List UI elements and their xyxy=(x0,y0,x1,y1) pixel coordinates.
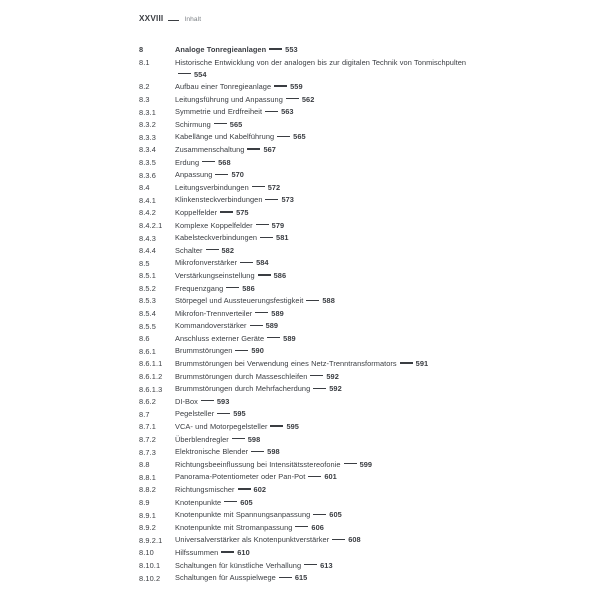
toc-entry-title xyxy=(175,396,469,408)
toc-leader-dash xyxy=(235,350,248,351)
toc-entry-title xyxy=(175,232,469,244)
toc-entry-page-number: 606 xyxy=(311,522,324,532)
toc-entry-title-text: Mikrofonverstärker xyxy=(175,258,238,268)
toc-entry[interactable] xyxy=(139,106,469,119)
toc-entry-title xyxy=(175,471,469,483)
toc-entry[interactable] xyxy=(139,522,469,535)
toc-entry[interactable] xyxy=(139,220,469,233)
toc-entry-title-text: Hilfssummen xyxy=(175,547,219,557)
toc-entry-title-text: Störpegel und Aussteuerungsfestigkeit xyxy=(175,296,304,306)
toc-entry[interactable] xyxy=(139,320,469,333)
toc-entry-title xyxy=(175,345,469,357)
toc-leader-dash xyxy=(226,287,239,288)
toc-entry-title-text: Kabellänge und Kabelführung xyxy=(175,132,275,142)
toc-entry-number: 8.6.1 xyxy=(139,346,156,356)
table-of-contents xyxy=(139,44,469,585)
toc-entry[interactable] xyxy=(139,459,469,472)
toc-entry-page-number: 598 xyxy=(247,434,261,444)
toc-entry-title xyxy=(175,320,469,332)
toc-entry-title-text: Zusammenschaltung xyxy=(175,144,245,154)
toc-entry-title-text: Komplexe Koppelfelder xyxy=(175,220,253,230)
toc-entry[interactable] xyxy=(139,396,469,409)
toc-entry-title xyxy=(175,308,469,320)
toc-entry-page-number: 586 xyxy=(242,283,255,293)
toc-entry-title-text: Schalter xyxy=(175,245,203,255)
toc-entry[interactable] xyxy=(139,207,469,220)
toc-entry-page-number: 570 xyxy=(231,170,244,180)
toc-entry-number: 8.7.1 xyxy=(139,422,156,432)
toc-entry-number: 8.10.1 xyxy=(139,560,161,570)
toc-entry-page-number: 568 xyxy=(218,157,231,167)
toc-entry-page-number: 563 xyxy=(281,107,294,117)
toc-leader-dash xyxy=(286,98,299,99)
toc-entry[interactable] xyxy=(139,94,469,107)
toc-entry[interactable] xyxy=(139,182,469,195)
toc-entry[interactable] xyxy=(139,245,469,258)
toc-entry[interactable] xyxy=(139,119,469,132)
toc-entry-title xyxy=(175,245,469,257)
toc-entry-page-number: 573 xyxy=(281,195,294,205)
toc-entry[interactable] xyxy=(139,497,469,510)
toc-entry[interactable] xyxy=(139,81,469,94)
toc-entry-title-text: Erdung xyxy=(175,157,200,167)
toc-entry-page-number: 599 xyxy=(359,459,373,469)
toc-entry[interactable] xyxy=(139,57,469,81)
toc-entry-title xyxy=(175,421,469,433)
toc-entry-number: 8.8 xyxy=(139,460,150,470)
toc-entry[interactable] xyxy=(139,534,469,547)
toc-leader-dash xyxy=(221,551,234,552)
toc-entry-title xyxy=(175,157,469,169)
toc-leader-dash xyxy=(295,526,308,527)
toc-entry[interactable] xyxy=(139,434,469,447)
toc-leader-dash xyxy=(201,400,214,401)
toc-entry-number: 8.3 xyxy=(139,94,150,104)
toc-entry-number: 8.7.2 xyxy=(139,435,156,445)
toc-entry-title xyxy=(175,383,469,395)
running-head-label: Inhalt xyxy=(184,16,202,23)
toc-leader-dash xyxy=(304,564,317,565)
toc-leader-dash xyxy=(270,425,283,426)
toc-entry-page-number: 582 xyxy=(221,245,234,255)
toc-leader-dash xyxy=(238,488,251,489)
toc-entry-number: 8.6.2 xyxy=(139,397,156,407)
toc-entry-title xyxy=(175,131,469,143)
toc-entry-title-text: Richtungsbeeinflussung bei Intensitätsstereofonie xyxy=(175,459,341,469)
toc-entry-page-number: 593 xyxy=(216,396,230,406)
toc-leader-dash xyxy=(240,262,253,263)
toc-entry-number: 8.4.1 xyxy=(139,195,156,205)
toc-entry-number: 8 xyxy=(139,45,144,55)
toc-entry-title-text: Leitungsverbindungen xyxy=(175,182,249,192)
toc-entry-title xyxy=(175,207,469,219)
toc-entry[interactable] xyxy=(139,283,469,296)
toc-entry-number: 8.7.3 xyxy=(139,447,156,457)
toc-entry-title-text: Panorama-Potentiometer oder Pan-Pot xyxy=(175,472,306,482)
toc-entry[interactable] xyxy=(139,44,469,57)
toc-leader-dash xyxy=(310,375,323,376)
toc-leader-dash xyxy=(265,111,278,112)
toc-entry[interactable] xyxy=(139,547,469,560)
toc-entry-title-text: Brummstörungen bei Verwendung eines Netz-Trenntransformators xyxy=(175,359,397,369)
toc-entry-page-number: 598 xyxy=(267,447,280,457)
toc-entry[interactable] xyxy=(139,257,469,270)
toc-leader-dash xyxy=(255,312,268,313)
toc-entry-title xyxy=(175,57,469,81)
toc-leader-dash xyxy=(265,199,278,200)
toc-entry-number: 8.9.1 xyxy=(139,510,156,520)
toc-entry-page-number: 581 xyxy=(276,233,289,243)
toc-leader-dash xyxy=(344,463,357,464)
toc-entry-number: 8.4.2 xyxy=(139,208,156,218)
toc-leader-dash xyxy=(206,249,219,250)
toc-leader-dash xyxy=(332,539,345,540)
toc-entry-number: 8.5.3 xyxy=(139,296,156,306)
toc-entry-number: 8.10.2 xyxy=(139,573,161,583)
toc-entry-page-number: 589 xyxy=(265,321,279,331)
toc-leader-dash xyxy=(217,413,230,414)
toc-leader-dash xyxy=(258,274,271,275)
toc-leader-dash xyxy=(306,300,319,301)
toc-entry-page-number: 601 xyxy=(324,472,337,482)
toc-entry-title-text: Pegelsteller xyxy=(175,409,215,419)
toc-entry-page-number: 605 xyxy=(329,510,342,520)
toc-entry-number: 8.8.2 xyxy=(139,485,156,495)
toc-leader-dash xyxy=(224,501,237,502)
toc-entry-title-text: Anpassung xyxy=(175,170,213,180)
toc-entry[interactable] xyxy=(139,421,469,434)
toc-entry-title-text: Universalverstärker als Knotenpunktverstärker xyxy=(175,535,330,545)
toc-entry-title xyxy=(175,408,469,420)
toc-entry[interactable] xyxy=(139,157,469,170)
toc-entry-page-number: 575 xyxy=(236,207,249,217)
toc-entry-title-text: Knotenpunkte xyxy=(175,497,222,507)
toc-entry-page-number: 613 xyxy=(320,560,333,570)
toc-leader-dash xyxy=(269,48,282,50)
toc-entry[interactable] xyxy=(139,194,469,207)
toc-entry[interactable] xyxy=(139,333,469,346)
toc-entry-title-text: Überblendregler xyxy=(175,434,229,444)
toc-leader-dash xyxy=(247,148,260,149)
toc-entry-page-number: 559 xyxy=(290,82,303,91)
toc-entry-title-text: Brummstörungen xyxy=(175,346,233,356)
toc-leader-dash xyxy=(400,362,413,363)
toc-entry-title-text: Leitungsführung und Anpassung xyxy=(175,94,283,104)
toc-entry-title xyxy=(175,484,469,496)
toc-entry-title xyxy=(175,257,469,269)
toc-leader-dash xyxy=(250,325,263,326)
toc-leader-dash xyxy=(178,73,191,74)
toc-entry-number: 8.5 xyxy=(139,258,150,268)
toc-entry-title xyxy=(175,44,469,56)
toc-entry-title xyxy=(175,572,469,584)
toc-entry-page-number: 589 xyxy=(283,333,296,343)
toc-entry[interactable] xyxy=(139,270,469,283)
toc-entry-page-number: 553 xyxy=(285,45,298,54)
toc-entry-title xyxy=(175,283,469,295)
toc-entry-page-number: 579 xyxy=(271,220,285,230)
toc-leader-dash xyxy=(251,451,264,452)
running-head xyxy=(139,14,201,23)
toc-entry-number: 8.3.2 xyxy=(139,120,156,130)
toc-entry-title-text: Knotenpunkte mit Spannungsanpassung xyxy=(175,510,311,520)
toc-entry-number: 8.3.4 xyxy=(139,145,156,155)
toc-entry-number: 8.4.2.1 xyxy=(139,220,163,230)
toc-entry-title xyxy=(175,459,469,471)
toc-entry-title xyxy=(175,94,469,106)
toc-entry-title xyxy=(175,169,469,181)
toc-entry-number: 8.7 xyxy=(139,409,150,419)
toc-leader-dash xyxy=(313,388,326,389)
toc-entry-title xyxy=(175,106,469,118)
toc-entry-title-text: Klinkensteckverbindungen xyxy=(175,195,263,205)
toc-entry-number: 8.5.4 xyxy=(139,309,156,319)
toc-entry-title xyxy=(175,81,469,93)
toc-entry[interactable] xyxy=(139,144,469,157)
toc-entry-title-text: Brummstörungen durch Mehrfacherdung xyxy=(175,384,311,394)
toc-entry-page-number: 615 xyxy=(294,573,308,583)
toc-entry-page-number: 590 xyxy=(251,346,264,356)
toc-entry-title xyxy=(175,220,469,232)
toc-entry-title xyxy=(175,522,469,534)
toc-entry-page-number: 586 xyxy=(273,270,287,280)
toc-entry-title-text: Symmetrie und Erdfreiheit xyxy=(175,107,263,117)
toc-leader-dash xyxy=(274,85,287,86)
toc-entry-title xyxy=(175,182,469,194)
toc-entry-number: 8.1 xyxy=(139,57,150,67)
toc-leader-dash xyxy=(202,161,215,162)
toc-entry-title-text: Brummstörungen durch Masseschleifen xyxy=(175,371,308,381)
toc-entry[interactable] xyxy=(139,232,469,245)
toc-leader-dash xyxy=(260,237,273,238)
toc-leader-dash xyxy=(277,136,290,137)
toc-leader-dash xyxy=(232,438,245,439)
toc-entry[interactable] xyxy=(139,484,469,497)
toc-entry-number: 8.9.2 xyxy=(139,523,156,533)
toc-entry[interactable] xyxy=(139,446,469,459)
toc-entry-title-text: Historische Entwicklung von der analogen bis zur digitalen Technik von Tonmischpulten xyxy=(175,57,467,67)
toc-entry-page-number: 588 xyxy=(322,296,335,306)
toc-entry-title-text: Schirmung xyxy=(175,119,211,129)
toc-entry-page-number: 592 xyxy=(329,384,342,394)
toc-entry-title xyxy=(175,333,469,345)
toc-entry[interactable] xyxy=(139,471,469,484)
page-folio: XXVIII xyxy=(139,14,164,23)
toc-entry-number: 8.2 xyxy=(139,82,150,92)
toc-entry-title-text: Analoge Tonregieanlagen xyxy=(175,45,267,54)
toc-entry-page-number: 562 xyxy=(301,94,315,104)
toc-entry-title xyxy=(175,434,469,446)
toc-entry-page-number: 554 xyxy=(194,69,207,79)
toc-entry[interactable] xyxy=(139,169,469,182)
toc-entry-page-number: 572 xyxy=(267,182,281,192)
toc-entry-title xyxy=(175,194,469,206)
toc-leader-dash xyxy=(214,123,227,124)
toc-entry-number: 8.4 xyxy=(139,183,150,193)
toc-entry-number: 8.5.1 xyxy=(139,271,156,281)
toc-entry-title-text: Schaltungen für Ausspielwege xyxy=(175,573,276,583)
toc-entry-title xyxy=(175,358,469,370)
toc-entry-title-text: Elektronische Blender xyxy=(175,447,249,457)
toc-entry-page-number: 565 xyxy=(229,119,243,129)
toc-entry-page-number: 591 xyxy=(415,359,429,369)
toc-entry[interactable] xyxy=(139,358,469,371)
toc-entry-title-text: VCA- und Motorpegelsteller xyxy=(175,422,268,432)
toc-entry[interactable] xyxy=(139,408,469,421)
toc-entry[interactable] xyxy=(139,383,469,396)
toc-entry-page-number: 595 xyxy=(233,409,246,419)
toc-entry-title xyxy=(175,547,469,559)
toc-leader-dash xyxy=(313,514,326,515)
toc-leader-dash xyxy=(220,211,233,212)
toc-entry-title-text: Mikrofon-Trennverteiler xyxy=(175,308,253,318)
toc-entry-number: 8.6 xyxy=(139,334,150,344)
toc-entry[interactable] xyxy=(139,560,469,573)
toc-entry-page-number: 565 xyxy=(293,132,306,142)
toc-entry-title xyxy=(175,144,469,156)
toc-entry-number: 8.5.2 xyxy=(139,283,156,293)
toc-entry-number: 8.9 xyxy=(139,497,150,507)
toc-entry-number: 8.4.4 xyxy=(139,246,156,256)
toc-entry-title-text: Koppelfelder xyxy=(175,207,218,217)
toc-entry-title xyxy=(175,497,469,509)
toc-entry-page-number: 584 xyxy=(256,258,269,268)
toc-entry-title-text: DI-Box xyxy=(175,396,198,406)
toc-entry-number: 8.10 xyxy=(139,548,154,558)
toc-entry-page-number: 595 xyxy=(286,422,299,432)
toc-entry-title-text: Verstärkungseinstellung xyxy=(175,270,255,280)
toc-entry[interactable] xyxy=(139,572,469,585)
toc-entry-title xyxy=(175,119,469,131)
toc-entry-title-text: Richtungsmischer xyxy=(175,485,235,494)
toc-leader-dash xyxy=(308,476,321,477)
toc-entry-number: 8.3.3 xyxy=(139,132,156,142)
toc-entry-title-text: Anschluss externer Geräte xyxy=(175,333,265,343)
toc-entry-number: 8.4.3 xyxy=(139,233,156,243)
toc-entry-page-number: 589 xyxy=(271,308,284,318)
toc-entry[interactable] xyxy=(139,371,469,384)
toc-entry-title xyxy=(175,295,469,307)
toc-entry-title xyxy=(175,371,469,383)
toc-entry[interactable] xyxy=(139,509,469,522)
toc-entry-number: 8.3.5 xyxy=(139,157,156,167)
toc-entry-number: 8.3.6 xyxy=(139,170,156,180)
toc-entry-page-number: 567 xyxy=(263,144,276,154)
toc-entry[interactable] xyxy=(139,345,469,358)
toc-entry-title-text: Schaltungen für künstliche Verhallung xyxy=(175,560,302,570)
toc-leader-dash xyxy=(215,174,228,175)
toc-entry-number: 8.6.1.2 xyxy=(139,372,163,382)
toc-entry-number: 8.6.1.1 xyxy=(139,359,163,369)
toc-entry-title xyxy=(175,446,469,458)
toc-entry-page-number: 610 xyxy=(237,547,250,557)
toc-entry-title-text: Kabelsteckverbindungen xyxy=(175,233,258,243)
running-head-rule xyxy=(168,20,179,21)
toc-entry[interactable] xyxy=(139,131,469,144)
toc-entry-title-text: Aufbau einer Tonregieanlage xyxy=(175,82,272,91)
toc-entry-title xyxy=(175,560,469,572)
toc-entry-title-text: Kommandoverstärker xyxy=(175,321,247,331)
toc-entry-number: 8.8.1 xyxy=(139,472,156,482)
toc-entry-page-number: 592 xyxy=(326,371,339,381)
toc-entry-page-number: 602 xyxy=(253,485,267,494)
toc-leader-dash xyxy=(256,224,269,225)
toc-entry-page-number: 608 xyxy=(348,535,361,545)
toc-leader-dash xyxy=(267,337,280,338)
toc-entry-title-text: Frequenzgang xyxy=(175,283,224,293)
toc-entry-title xyxy=(175,534,469,546)
toc-entry-number: 8.5.5 xyxy=(139,321,156,331)
toc-leader-dash xyxy=(279,577,292,578)
toc-entry-number: 8.6.1.3 xyxy=(139,384,163,394)
toc-entry-number: 8.9.2.1 xyxy=(139,535,163,545)
toc-entry[interactable] xyxy=(139,308,469,321)
toc-entry[interactable] xyxy=(139,295,469,308)
toc-entry-title xyxy=(175,509,469,521)
toc-entry-title-text: Knotenpunkte mit Stromanpassung xyxy=(175,522,293,532)
toc-entry-page-number: 605 xyxy=(240,497,253,507)
toc-entry-number: 8.3.1 xyxy=(139,107,156,117)
toc-entry-title xyxy=(175,270,469,282)
toc-leader-dash xyxy=(252,186,265,187)
